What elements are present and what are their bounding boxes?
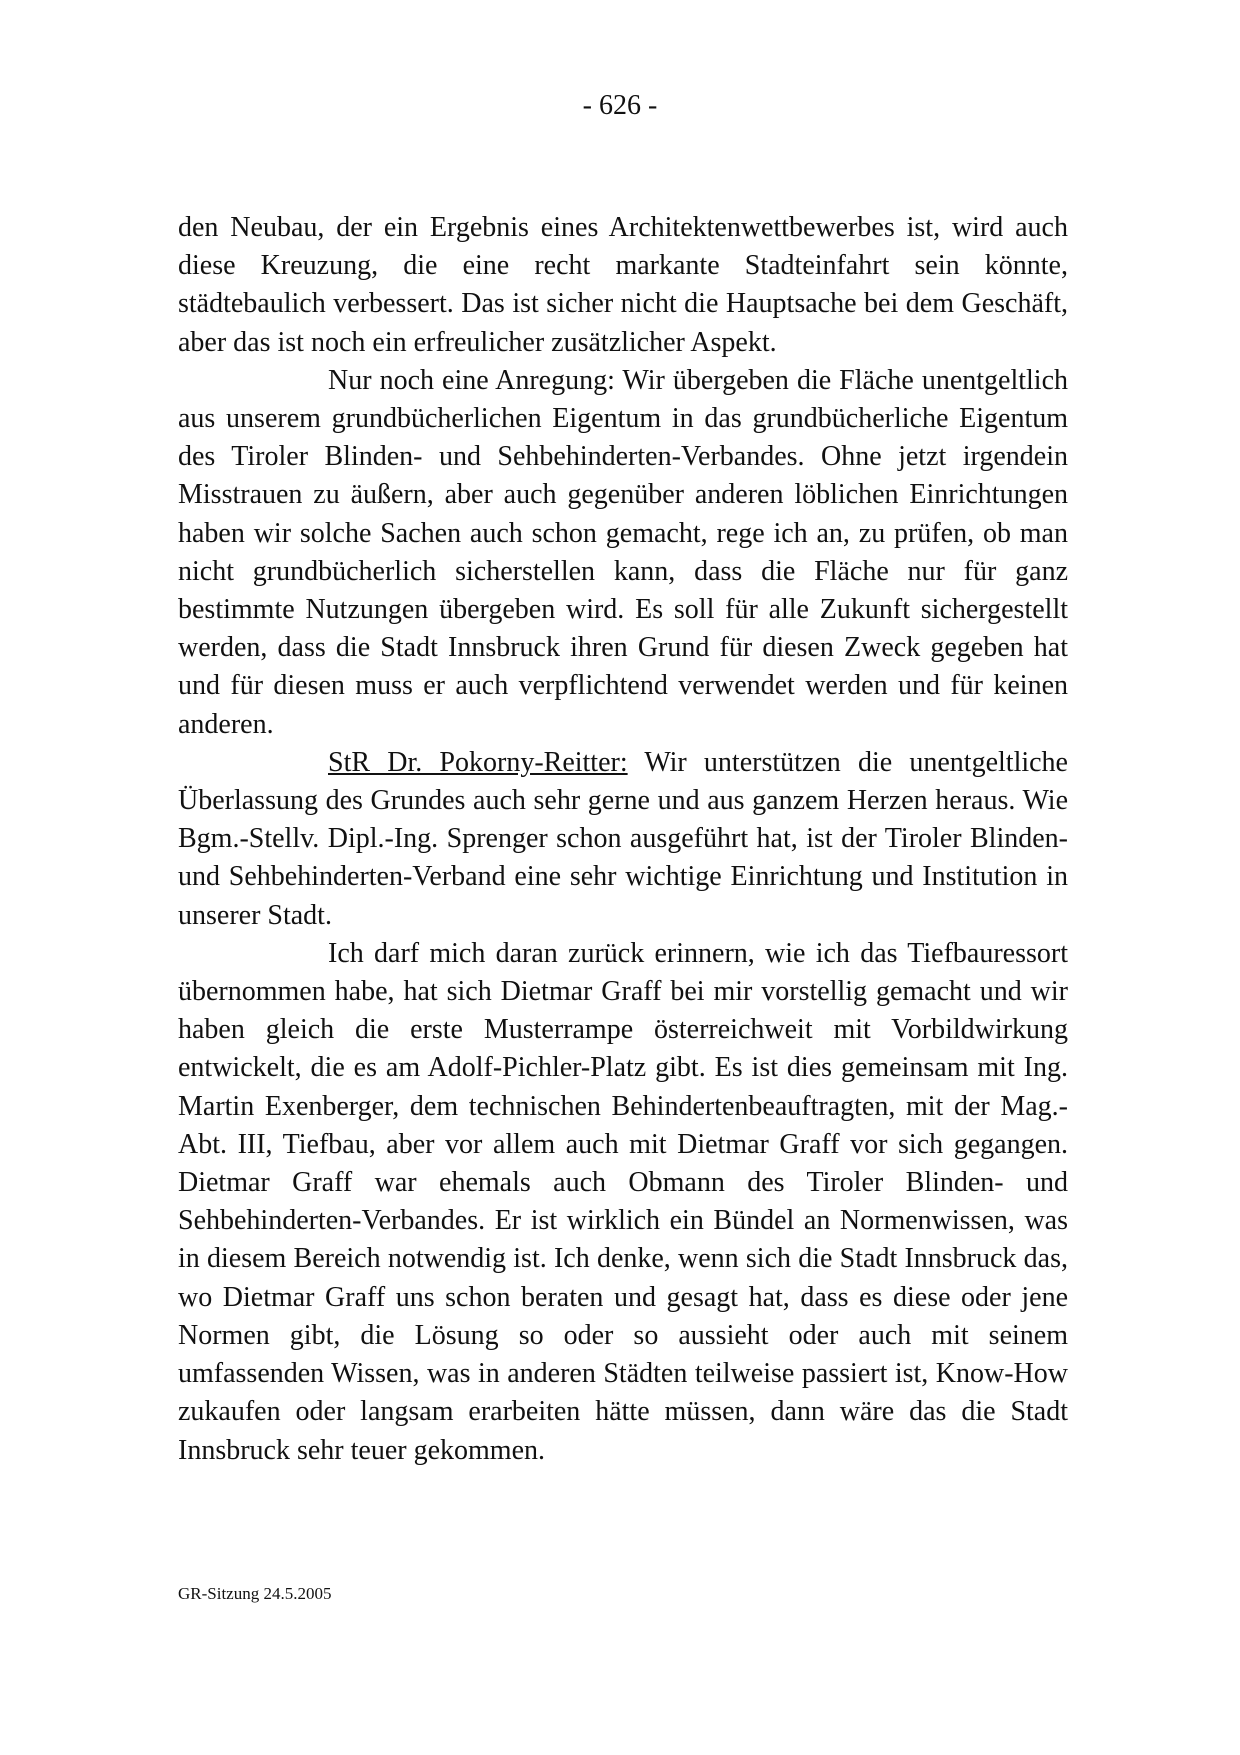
footer-session-date: GR-Sitzung 24.5.2005 <box>178 1584 332 1603</box>
paragraph-3-text: Wir unterstützen die unentgeltliche Überlassung des Grundes auch sehr gerne und aus ganzem Herzen heraus. Wie Bgm.-Stellv. Dipl.-Ing. Sprenger schon ausgeführt hat, ist der Tiroler Blinden- und Sehbehinderten-Verband eine sehr wichtige Einrichtung und Institution in unserer Stadt. <box>178 746 1068 931</box>
paragraph-2: Nur noch eine Anregung: Wir übergeben die Fläche unentgeltlich aus unserem grundbücherlichen Eigentum in das grundbücherliche Eigentum des Tiroler Blinden- und Sehbehinderten-Verbandes. Ohne jetzt irgendein Misstrauen zu äußern, aber auch gegenüber anderen löblichen Einrichtungen haben wir solche Sachen auch schon gemacht, rege ich an, zu prüfen, ob man nicht grundbücherlich sicherstellen kann, dass die Fläche nur für ganz bestimmte Nutzungen übergeben wird. Es soll für alle Zukunft sichergestellt werden, dass die Stadt Innsbruck ihren Grund für diesen Zweck gegeben hat und für diesen muss er auch verpflichtend verwendet werden und für keinen anderen. <box>178 364 1068 740</box>
paragraph-3 <box>178 744 1068 935</box>
speaker-name: StR Dr. Pokorny-Reitter: <box>328 746 628 778</box>
paragraph-4: Ich darf mich daran zurück erinnern, wie ich das Tiefbauressort übernommen habe, hat sich Dietmar Graff bei mir vorstellig gemacht und wir haben gleich die erste Musterrampe österreichweit mit Vorbildwirkung entwickelt, die es am Adolf-Pichler-Platz gibt. Es ist dies gemeinsam mit Ing. Martin Exenberger, dem technischen Behindertenbeauftragten, mit der Mag.-Abt. III, Tiefbau, aber vor allem auch mit Dietmar Graff vor sich gegangen. Dietmar Graff war ehemals auch Obmann des Tiroler Blinden- und Sehbehinderten-Verbandes. Er ist wirklich ein Bündel an Normenwissen, was in diesem Bereich notwendig ist. Ich denke, wenn sich die Stadt Innsbruck das, wo Dietmar Graff uns schon beraten und gesagt hat, dass es diese oder jene Normen gibt, die Lösung so oder so aussieht oder auch mit seinem umfassenden Wissen, was in anderen Städten teilweise passiert ist, Know-How zukaufen oder langsam erarbeiten hätte müssen, dann wäre das die Stadt Innsbruck sehr teuer gekommen. <box>178 937 1068 1466</box>
page-number: - 626 - <box>582 90 658 121</box>
body-text <box>178 209 1068 1470</box>
paragraph-1: den Neubau, der ein Ergebnis eines Architektenwettbewerbes ist, wird auch diese Kreuzung, die eine recht markante Stadteinfahrt sein könnte, städtebaulich verbessert. Das ist sicher nicht die Hauptsache bei dem Geschäft, aber das ist noch ein erfreulicher zusätzlicher Aspekt. <box>178 212 1068 358</box>
